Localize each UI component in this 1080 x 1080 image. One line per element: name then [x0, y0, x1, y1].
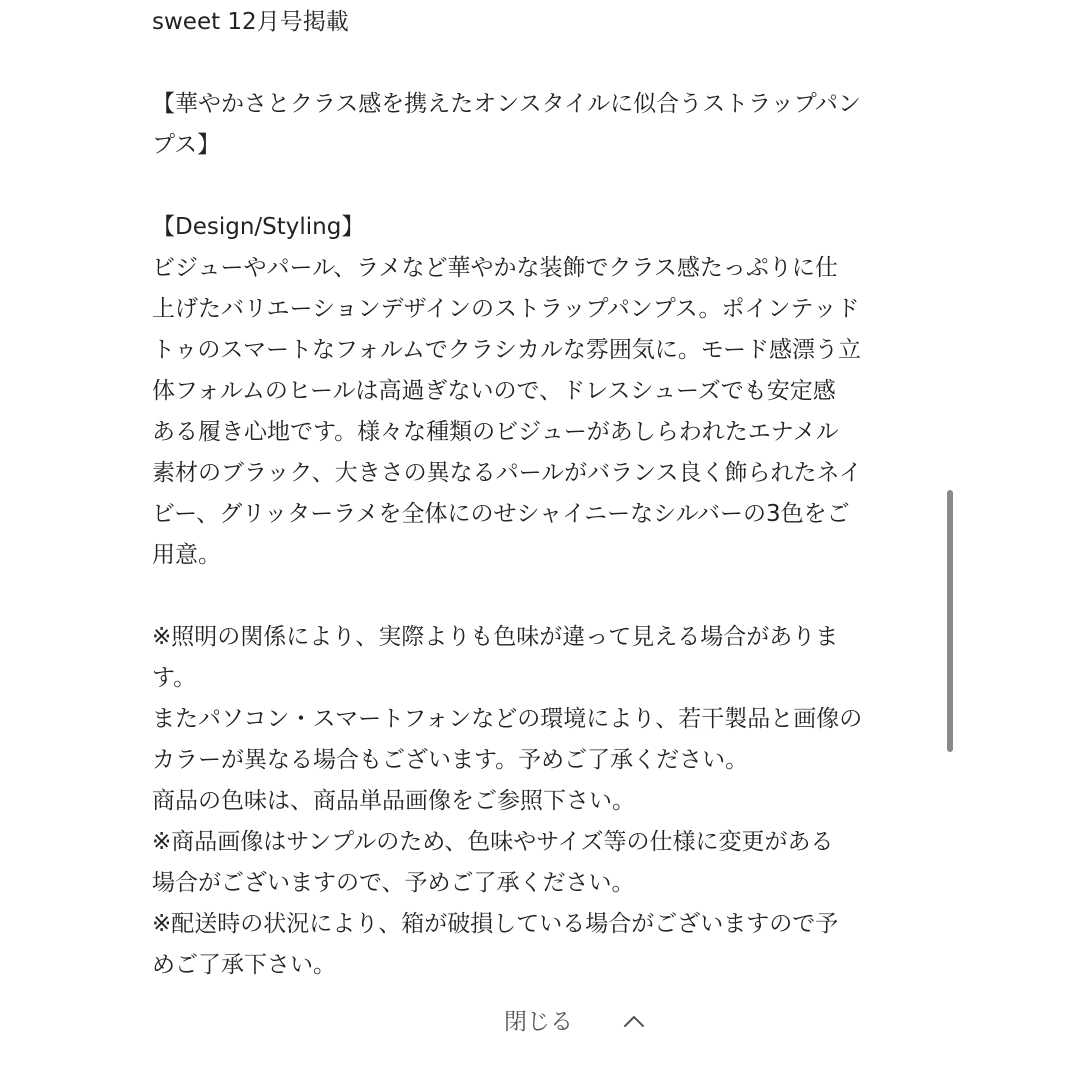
- description-line: ビジューやパール、ラメなど華やかな装飾でクラス感たっぷりに仕: [152, 255, 838, 281]
- description-line: トゥのスマートなフォルムでクラシカルな雰囲気に。モード感漂う立: [152, 337, 861, 363]
- description-line: ビー、グリッターラメを全体にのせシャイニーなシルバーの3色をご: [152, 501, 850, 527]
- description-line: プス】: [152, 132, 221, 158]
- description-line: 素材のブラック、大きさの異なるパールがバランス良く飾られたネイ: [152, 460, 863, 486]
- blank-line: [152, 43, 928, 84]
- vertical-scrollbar[interactable]: [947, 490, 953, 752]
- description-line: 商品の色味は、商品単品画像をご参照下さい。: [152, 788, 635, 814]
- chevron-up-icon: [622, 1010, 646, 1034]
- description-line: ※照明の関係により、実際よりも色味が違って見える場合がありま: [152, 624, 839, 650]
- close-button[interactable]: [504, 1000, 573, 1044]
- blank-line: [152, 576, 928, 617]
- description-line: 上げたバリエーションデザインのストラップパンプス。ポインテッド: [152, 296, 860, 322]
- close-row: [0, 1000, 1080, 1044]
- blank-line: [152, 166, 928, 207]
- description-line: 【華やかさとクラス感を携えたオンスタイルに似合うストラップパン: [152, 91, 861, 117]
- description-line: またパソコン・スマートフォンなどの環境により、若干製品と画像の: [152, 706, 863, 732]
- description-line: 場合がございますので、予めご了承ください。: [152, 870, 635, 896]
- description-line: ※配送時の状況により、箱が破損している場合がございますので予: [152, 911, 839, 937]
- description-line: す。: [152, 665, 197, 691]
- description-line: 体フォルムのヒールは高過ぎないので、ドレスシューズでも安定感: [152, 378, 836, 404]
- description-line: 【Design/Styling】: [152, 214, 365, 240]
- description-line: ある履き心地です。様々な種類のビジューがあしらわれたエナメル: [152, 419, 839, 445]
- description-line: ※商品画像はサンプルのため、色味やサイズ等の仕様に変更がある: [152, 829, 834, 855]
- description-line: カラーが異なる場合もございます。予めご了承ください。: [152, 747, 749, 773]
- product-description: [152, 2, 928, 986]
- close-label: 閉じる: [504, 1009, 573, 1035]
- description-line: sweet 12月号掲載: [152, 9, 349, 35]
- description-line: 用意。: [152, 542, 221, 568]
- description-line: めご了承下さい。: [152, 952, 336, 978]
